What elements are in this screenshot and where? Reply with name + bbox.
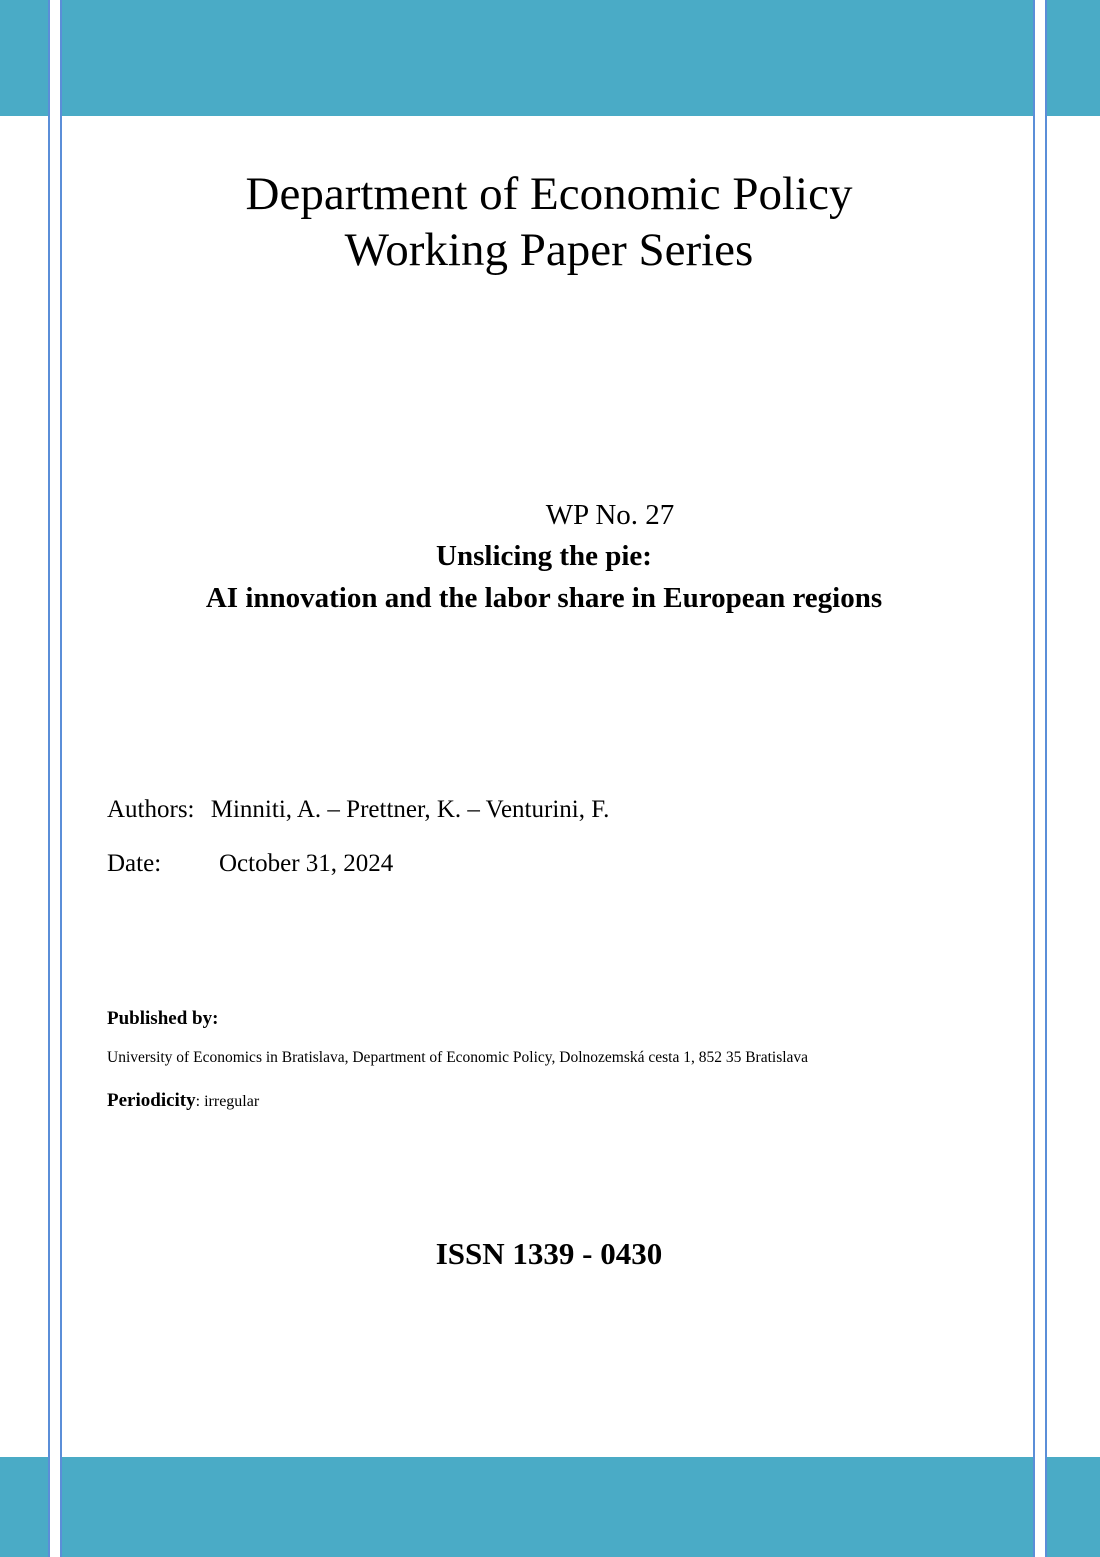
date-row [107, 848, 393, 880]
paper-title-line2: AI innovation and the labor share in European regions [205, 582, 883, 614]
issn-text: ISSN 1339 - 0430 [435, 1236, 663, 1271]
top-band-left [0, 0, 48, 116]
publisher-address: University of Economics in Bratislava, Department of Economic Policy, Dolnozemská cesta 1, 852 35 Bratislava [107, 1049, 809, 1066]
authors-label: Authors: [107, 796, 195, 823]
periodicity-row [107, 1090, 259, 1112]
wp-number: WP No. 27 [545, 499, 675, 531]
authors-row [107, 794, 609, 826]
bottom-band-right [1047, 1457, 1100, 1557]
top-band-center [62, 0, 1033, 116]
paper-title-line1: Unslicing the pie: [436, 540, 652, 572]
top-band-right [1047, 0, 1100, 116]
date-value: October 31, 2024 [219, 850, 394, 877]
authors-value: Minniti, A. – Prettner, K. – Venturini, F. [210, 796, 610, 823]
date-label: Date: [107, 850, 162, 877]
paper-title [0, 535, 1100, 619]
periodicity-value: : irregular [195, 1093, 260, 1110]
published-by-label: Published by: [107, 1008, 219, 1029]
bottom-band-center [62, 1457, 1033, 1557]
issn [0, 1236, 1100, 1272]
department-name: Department of Economic Policy [245, 168, 853, 220]
bottom-band-left [0, 1457, 48, 1557]
periodicity-label: Periodicity [107, 1090, 196, 1111]
paper-block [0, 495, 1100, 619]
series-name: Working Paper Series [344, 224, 754, 276]
series-heading [0, 166, 1100, 278]
